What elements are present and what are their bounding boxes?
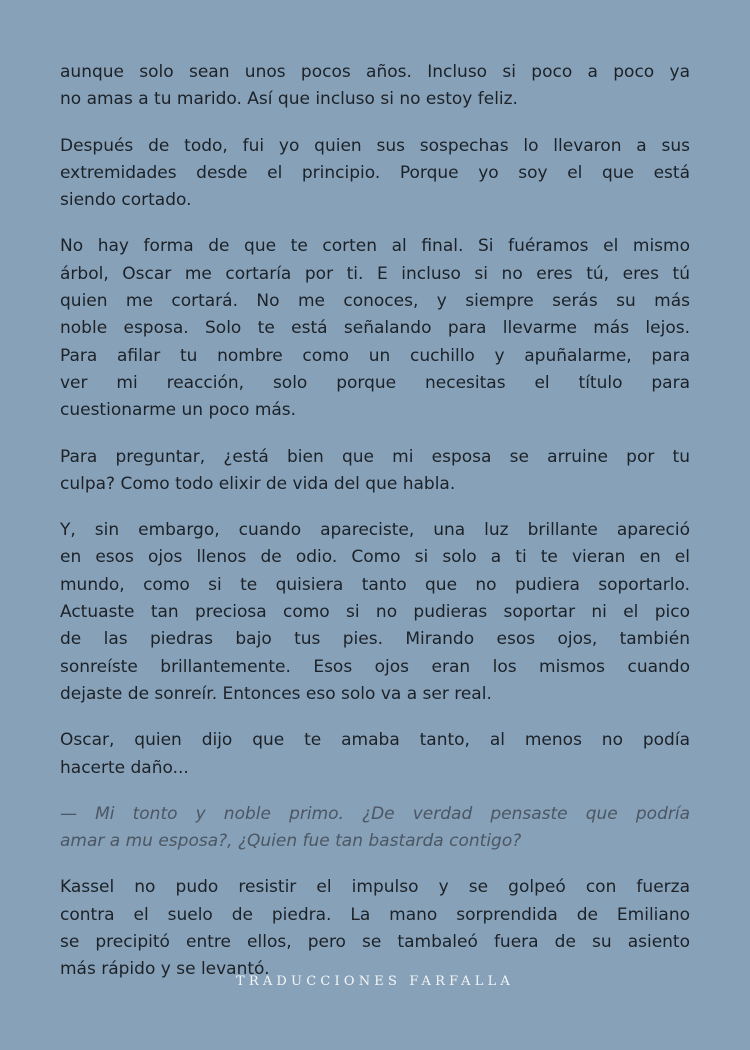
text-line: cuestionarme un poco más. [60, 400, 297, 421]
document-body [60, 59, 690, 1003]
text-line: no amas a tu marido. Así que incluso si no estoy feliz. [60, 89, 518, 110]
paragraph [60, 727, 690, 782]
text-line: extremidades desde el principio. Porque yo soy el que está [60, 162, 690, 183]
text-line: aunque solo sean unos pocos años. Incluso si poco a poco ya [60, 62, 690, 82]
text-line: Y, sin embargo, cuando apareciste, una luz brillante apareció [60, 520, 690, 541]
text-line: de las piedras bajo tus pies. Mirando esos ojos, también [60, 629, 690, 650]
text-line: ver mi reacción, solo porque necesitas el título para [60, 372, 690, 393]
dialogue-paragraph [60, 801, 690, 856]
text-line: — Mi tonto y noble primo. ¿De verdad pensaste que podría [60, 803, 690, 824]
text-line: contra el suelo de piedra. La mano sorprendida de Emiliano [60, 904, 690, 925]
text-line: Kassel no pudo resistir el impulso y se golpeó con fuerza [60, 877, 690, 898]
text-line: más rápido y se levantó. [60, 959, 270, 980]
paragraph [60, 233, 690, 424]
text-line: noble esposa. Solo te está señalando para llevarme más lejos. [60, 318, 690, 339]
text-line: amar a mu esposa?, ¿Quien fue tan bastarda contigo? [60, 831, 522, 852]
text-line: siendo cortado. [60, 190, 192, 211]
text-line: culpa? Como todo elixir de vida del que habla. [60, 473, 456, 494]
text-line: No hay forma de que te corten al final. Si fuéramos el mismo [60, 236, 690, 257]
text-line: Para afilar tu nombre como un cuchillo y apuñalarme, para [60, 345, 690, 366]
text-line: dejaste de sonreír. Entonces eso solo va a ser real. [60, 683, 492, 704]
text-line: árbol, Oscar me cortaría por ti. E incluso si no eres tú, eres tú [60, 263, 690, 284]
text-line: Oscar, quien dijo que te amaba tanto, al menos no podía [60, 730, 690, 751]
paragraph [60, 874, 690, 983]
paragraph [60, 444, 690, 499]
text-line: hacerte daño... [60, 757, 189, 778]
text-line: quien me cortará. No me conoces, y siempre serás su más [60, 291, 690, 312]
footer-credit: TRADUCCIONES FARFALLA [235, 974, 514, 989]
text-line: mundo, como si te quisiera tanto que no pudiera soportarlo. [60, 574, 690, 595]
paragraph [60, 517, 690, 708]
paragraph [60, 133, 690, 215]
text-line: Actuaste tan preciosa como si no pudieras soportar ni el pico [60, 602, 690, 623]
text-line: Para preguntar, ¿está bien que mi esposa se arruine por tu [60, 446, 690, 467]
text-line: Después de todo, fui yo quien sus sospechas lo llevaron a sus [60, 135, 690, 156]
paragraph [60, 59, 690, 114]
text-line: se precipitó entre ellos, pero se tambaleó fuera de su asiento [60, 932, 690, 953]
text-line: en esos ojos llenos de odio. Como si solo a ti te vieran en el [60, 547, 690, 568]
text-line: sonreíste brillantemente. Esos ojos eran los mismos cuando [60, 656, 690, 677]
